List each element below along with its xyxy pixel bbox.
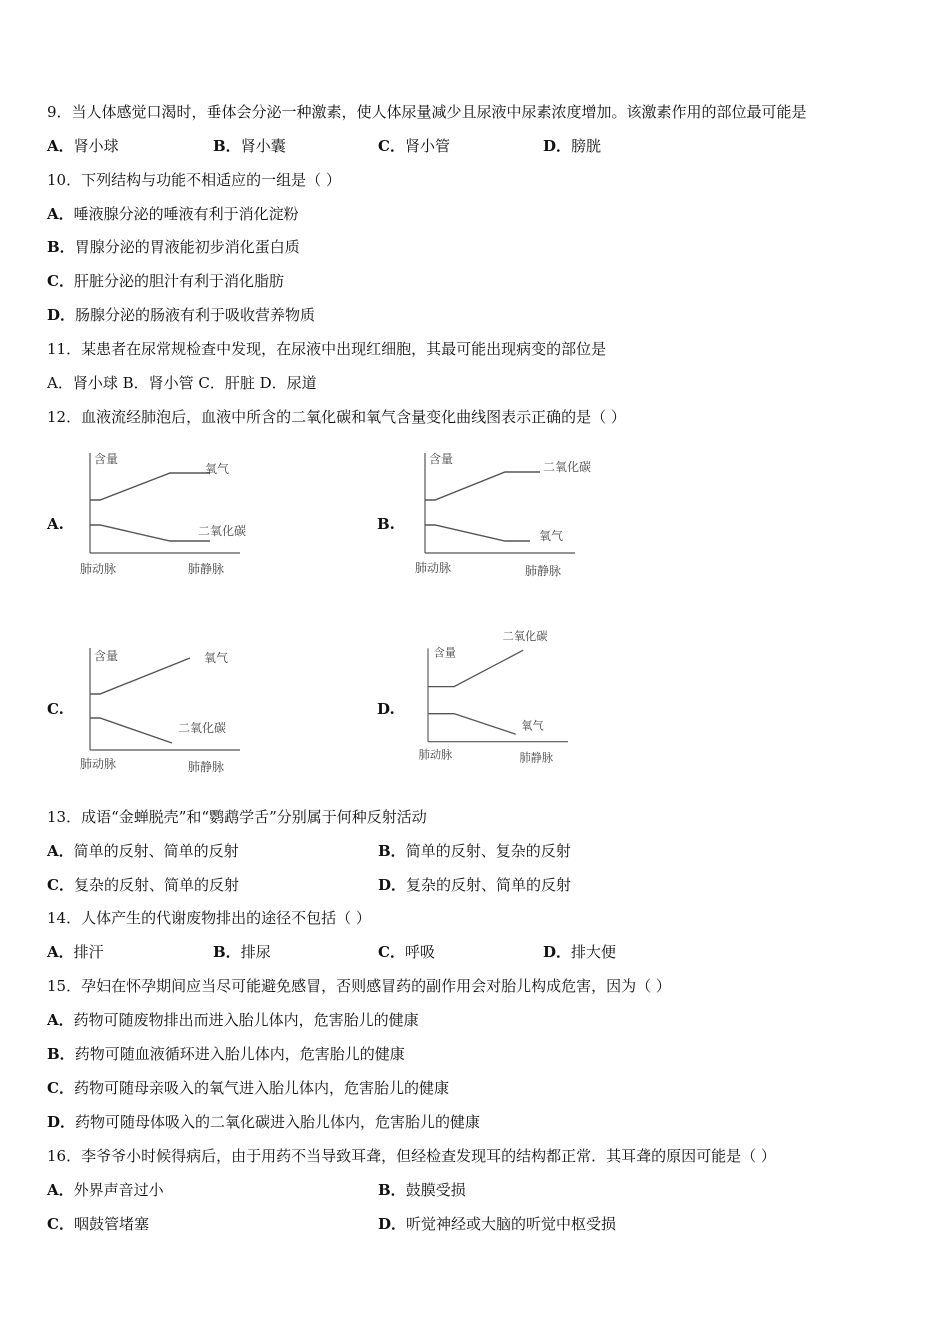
q9-option-d: D．膀胱 [543,137,602,155]
q12-graph-b [415,445,675,585]
y-axis-label: 含量 [94,452,119,466]
q16-option-b: B．鼓膜受损 [378,1181,466,1199]
lower-curve [425,525,530,541]
x-end-label: 肺静脉 [188,760,225,774]
lower-curve [90,718,172,743]
x-end-label: 肺静脉 [188,562,225,576]
lower-curve-label: 二氧化碳 [198,524,247,538]
q15-option-c: C．药物可随母亲吸入的氧气进入胎儿体内，危害胎儿的健康 [47,1079,449,1097]
upper-curve [425,472,540,500]
x-start-label: 肺动脉 [415,561,452,575]
q13-option-d: D．复杂的反射、简单的反射 [378,876,572,894]
q15-stem: 15．孕妇在怀孕期间应当尽可能避免感冒，否则感冒药的副作用会对胎儿构成危害，因为（ ） [47,977,671,995]
x-start-label: 肺动脉 [80,757,117,771]
q9-option-a: A．肾小球 [47,137,119,155]
upper-curve [90,658,190,694]
q13-option-a: A．简单的反射、简单的反射 [47,842,239,860]
q16-option-d: D．听觉神经或大脑的听觉中枢受损 [378,1215,617,1233]
q12-graph-b-label: B. [377,515,395,533]
upper-curve-label: 二氧化碳 [502,629,548,643]
q15-option-d: D．药物可随母体吸入的二氧化碳进入胎儿体内，危害胎儿的健康 [47,1113,481,1131]
lower-curve-label: 二氧化碳 [178,721,227,735]
q12-graph-d [410,625,670,765]
x-start-label: 肺动脉 [418,748,453,762]
q12-graph-d-label: D. [377,700,395,718]
q15-option-b: B．药物可随血液循环进入胎儿体内，危害胎儿的健康 [47,1045,405,1063]
q12-graph-a [80,445,340,585]
q16-stem: 16．李爷爷小时候得病后，由于用药不当导致耳聋，但经检查发现耳的结构都正常．其耳聋的原因可能是（ ） [47,1147,776,1165]
q12-graph-c [80,640,340,780]
q10-option-a: A．唾液腺分泌的唾液有利于消化淀粉 [47,205,299,223]
q14-option-b: B．排尿 [213,943,271,961]
q12-stem: 12．血液流经肺泡后，血液中所含的二氧化碳和氧气含量变化曲线图表示正确的是（ ） [47,408,626,426]
q10-option-d: D．肠腺分泌的肠液有利于吸收营养物质 [47,306,316,324]
q13-option-c: C．复杂的反射、简单的反射 [47,876,239,894]
x-end-label: 肺静脉 [519,751,554,765]
lower-curve [428,714,516,735]
q10-stem: 10．下列结构与功能不相适应的一组是（ ） [47,171,341,189]
q10-option-c: C．肝脏分泌的胆汁有利于消化脂肪 [47,272,284,290]
q14-option-d: D．排大便 [543,943,617,961]
q14-option-c: C．呼吸 [378,943,435,961]
q11-options: A．肾小球 B．肾小管 C．肝脏 D．尿道 [47,374,317,392]
q11-stem: 11．某患者在尿常规检查中发现，在尿液中出现红细胞，其最可能出现病变的部位是 [47,340,607,358]
q15-option-a: A．药物可随废物排出而进入胎儿体内，危害胎儿的健康 [47,1011,419,1029]
y-axis-label: 含量 [433,646,456,660]
q13-option-b: B．简单的反射、复杂的反射 [378,842,571,860]
upper-curve-label: 氧气 [205,462,230,476]
q9-option-b: B．肾小囊 [213,137,286,155]
q12-graph-a-label: A. [47,515,64,533]
q12-graph-c-label: C. [47,700,64,718]
q14-stem: 14．人体产生的代谢废物排出的途径不包括（ ） [47,909,371,927]
lower-curve-label: 氧气 [539,529,564,543]
y-axis-label: 含量 [429,452,454,466]
upper-curve-label: 氧气 [204,651,229,665]
q16-option-a: A．外界声音过小 [47,1181,164,1199]
q16-option-c: C．咽鼓管堵塞 [47,1215,149,1233]
q14-option-a: A．排汗 [47,943,104,961]
q9-stem: 9．当人体感觉口渴时，垂体会分泌一种激素，使人体尿量减少且尿液中尿素浓度增加。该激素作用的部位最可能是 [47,103,807,121]
upper-curve [90,473,210,500]
q10-option-b: B．胃腺分泌的胃液能初步消化蛋白质 [47,238,300,256]
y-axis-label: 含量 [94,649,119,663]
x-end-label: 肺静脉 [525,564,562,578]
x-start-label: 肺动脉 [80,562,117,576]
upper-curve-label: 二氧化碳 [543,460,592,474]
q9-option-c: C．肾小管 [378,137,450,155]
q13-stem: 13．成语“金蝉脱壳”和“鹦鹉学舌”分别属于何种反射活动 [47,808,427,826]
lower-curve-label: 氧气 [521,719,544,733]
lower-curve [90,525,210,541]
